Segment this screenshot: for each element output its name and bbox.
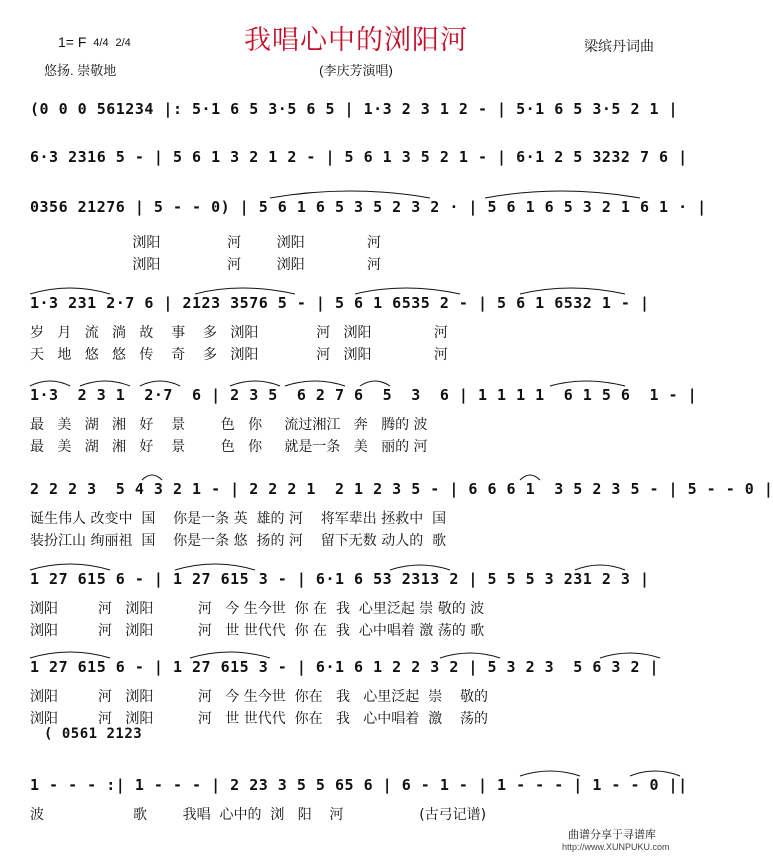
lyrics-verse-1: 岁 月 流 淌 故 事 多 浏阳 河 浏阳 河 <box>30 325 448 341</box>
bridge-notes: ( 0561 2123 <box>44 726 143 742</box>
notes-row: 1 - - - :| 1 - - - | 2 23 3 5 5 65 6 | 6 - 1 - | 1 - - - | 1 - - 0 || <box>30 776 688 794</box>
lyrics-verse-1: 诞生伟人 改变中 国 你是一条 英 雄的 河 将军辈出 拯救中 国 <box>30 511 447 527</box>
meter-1: 4/4 <box>93 36 109 49</box>
song-title: 我唱心中的浏阳河 <box>244 25 468 55</box>
author-credit: 梁缤丹词曲 <box>584 38 654 54</box>
key-label: 1= F <box>58 34 87 50</box>
lyrics-verse-1: 波 歌 我唱 心中的 浏 阳 河 (古弓记谱) <box>30 807 487 823</box>
lyrics-verse-1: 浏阳 河 浏阳 河 今 生今世 你 在 我 心里泛起 崇 敬的 波 <box>30 601 485 617</box>
lyrics-verse-2: 浏阳 河 浏阳 河 世 世代代 你在 我 心中唱着 激 荡的 <box>30 711 489 727</box>
singer-credit: (李庆芳演唱) <box>319 63 393 78</box>
notes-row: 1·3 231 2·7 6 | 2123 3576 5 - | 5 6 1 6535 2 - | 5 6 1 6532 1 - | <box>30 294 650 312</box>
notes-row: 1·3 2 3 1 2·7 6 | 2 3 5 6 2 7 6 5 3 6 | 1 1 1 1 6 1 5 6 1 - | <box>30 386 698 404</box>
meter-2: 2/4 <box>115 36 131 49</box>
lyrics-verse-2: 装扮江山 绚丽祖 国 你是一条 悠 扬的 河 留下无数 动人的 歌 <box>30 533 447 549</box>
notes-row: 0356 21276 | 5 - - 0) | 5 6 1 6 5 3 5 2 3 2 · | 5 6 1 6 5 3 2 1 6 1 · | <box>30 198 707 216</box>
notes-row: 6·3 2316 5 - | 5 6 1 3 2 1 2 - | 5 6 1 3 5 2 1 - | 6·1 2 5 3232 7 6 | <box>30 148 688 166</box>
notes-row: 1 27 615 6 - | 1 27 615 3 - | 6·1 6 53 2313 2 | 5 5 5 3 231 2 3 | <box>30 570 650 588</box>
lyrics-verse-1: 浏阳 河 浏阳 河 <box>30 235 382 251</box>
lyrics-verse-2: 浏阳 河 浏阳 河 <box>30 257 382 273</box>
lyrics-verse-2: 浏阳 河 浏阳 河 世 世代代 你 在 我 心中唱着 激 荡的 歌 <box>30 623 485 639</box>
footer-url[interactable]: http://www.XUNPUKU.com <box>562 842 670 852</box>
notes-row: 2 2 2 3 5 4 3 2 1 - | 2 2 2 1 2 1 2 3 5 - | 6 6 6 1 3 5 2 3 5 - | 5 - - 0 | <box>30 480 773 498</box>
lyrics-verse-2: 天 地 悠 悠 传 奇 多 浏阳 河 浏阳 河 <box>30 347 448 363</box>
notes-row: 1 27 615 6 - | 1 27 615 3 - | 6·1 6 1 2 2 3 2 | 5 3 2 3 5 6 3 2 | <box>30 658 660 676</box>
notes-row: (0 0 0 561234 |: 5·1 6 5 3·5 6 5 | 1·3 2 3 1 2 - | 5·1 6 5 3·5 2 1 | <box>30 100 679 118</box>
tempo-marking: 悠扬. 崇敬地 <box>44 63 117 78</box>
key-signature <box>58 34 131 50</box>
lyrics-verse-2: 最 美 湖 湘 好 景 色 你 就是一条 美 丽的 河 <box>30 439 428 455</box>
lyrics-verse-1: 最 美 湖 湘 好 景 色 你 流过湘江 奔 腾的 波 <box>30 417 428 433</box>
lyrics-verse-1: 浏阳 河 浏阳 河 今 生今世 你在 我 心里泛起 崇 敬的 <box>30 689 489 705</box>
footer-site: 曲谱分享于寻谱库 <box>568 829 656 841</box>
